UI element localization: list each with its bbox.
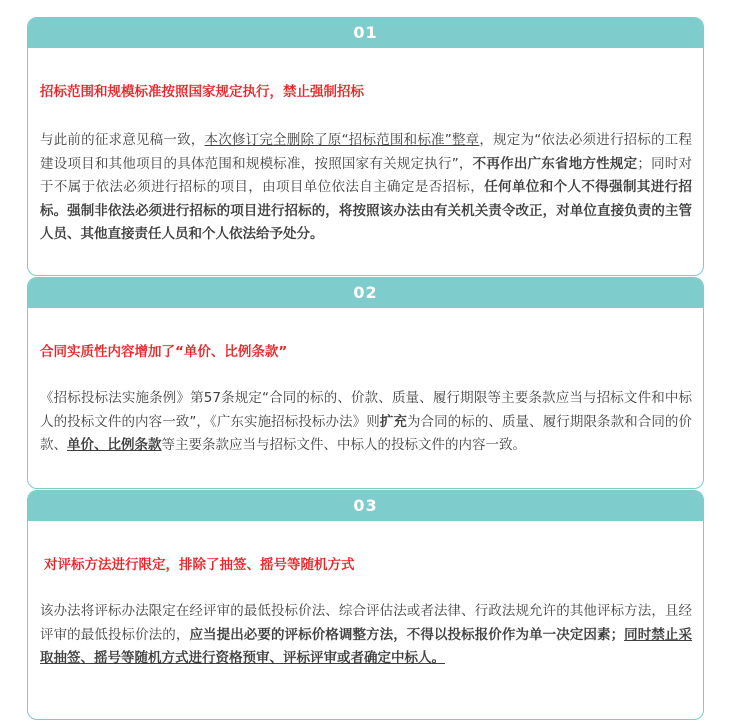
body-segment: 任何单位和个人不得强制其进行招标。强制非依法必须进行招标的项目进行招标的，将按照该办法由有关机关责令改正，对单位直接负责的主管人员、其他直接责任人员和个人依法给予处分。 xyxy=(40,179,693,243)
body-segment: 应当提出必要的评标价格调整方法，不得以投标报价作为单一决定因素； xyxy=(189,626,625,643)
section-card-1 xyxy=(27,17,704,276)
body-segment: 《招标投标法实施条例》第57条规定“合同的标的、价款、质量、履行期限等主要条款应当与招标文件和中标人的投标文件的内容一致”，《广东实施招标投标办法》则 xyxy=(40,390,692,430)
body-segment: 为合同的标的、质量、履行期限条款和合同的价款、 xyxy=(40,413,692,454)
section-body-2 xyxy=(40,387,692,458)
body-segment: 单价、比例条款 xyxy=(67,437,162,454)
body-segment: 扩充 xyxy=(379,413,407,430)
body-segment: 不再作出广东省地方性规定 xyxy=(472,155,638,172)
body-segment: 同时禁止采取抽签、摇号等随机方式进行资格预审、评标评审或者确定中标人。 xyxy=(40,626,693,667)
body-segment: 该办法将评标办法限定在经评审的最低投标价法、综合评估法或者法律、行政法规允许的其他评标方法，且经评审的最低投标价法的， xyxy=(40,603,692,643)
body-segment: 等主要条款应当与招标文件、中标人的投标文件的内容一致。 xyxy=(161,437,526,454)
section-card-2 xyxy=(27,277,704,489)
body-segment: 与此前的征求意见稿一致， xyxy=(40,132,205,148)
section-title-2: 合同实质性内容增加了“单价、比例条款” xyxy=(40,344,288,360)
section-card-3 xyxy=(27,490,704,720)
body-segment: ，规定为“依法必须进行招标的工程建设项目和其他项目的具体范围和规模标准，按照国家有关规定执行”， xyxy=(40,132,692,172)
section-number-2: 02 xyxy=(28,278,703,308)
body-segment: ；同时对于不属于依法必须进行招标的项目，由项目单位依法自主确定是否招标， xyxy=(40,155,693,196)
section-number-1: 01 xyxy=(28,18,703,48)
section-number-3: 03 xyxy=(28,491,703,521)
section-title-1: 招标范围和规模标准按照国家规定执行，禁止强制招标 xyxy=(40,84,364,100)
section-body-3 xyxy=(40,600,692,671)
body-segment: 本次修订完全删除了原“招标范围和标准”整章 xyxy=(204,132,480,148)
section-title-3: 对评标方法进行限定，排除了抽签、摇号等随机方式 xyxy=(44,557,355,573)
section-body-1 xyxy=(40,129,692,247)
